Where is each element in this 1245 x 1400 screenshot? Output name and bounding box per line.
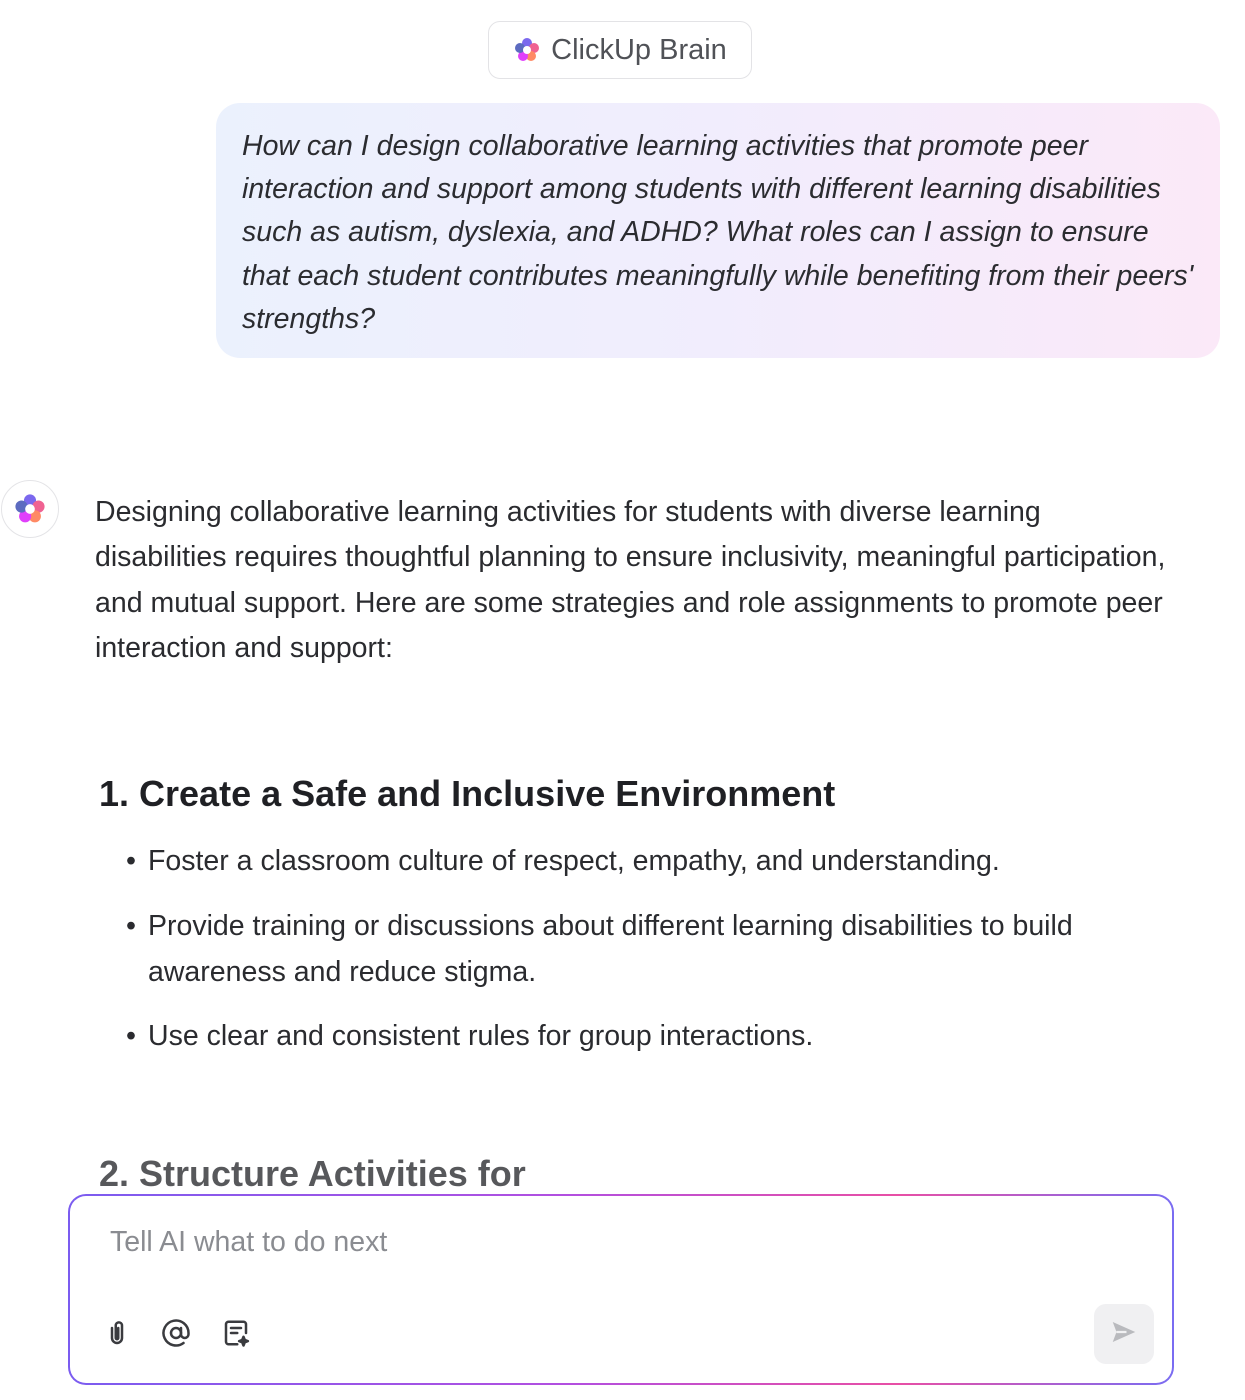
section-heading: 1. Create a Safe and Inclusive Environment <box>99 773 836 814</box>
ai-note-button[interactable] <box>219 1316 253 1350</box>
bullet-list <box>126 838 1126 1059</box>
header-pill <box>488 21 752 79</box>
ai-avatar <box>1 480 59 538</box>
list-item: • Use clear and consistent rules for group interactions. <box>126 1013 1126 1059</box>
at-mention-icon <box>161 1318 191 1348</box>
paperclip-icon <box>102 1318 132 1348</box>
composer-inner <box>70 1196 1172 1383</box>
list-item: • Foster a classroom culture of respect, empathy, and understanding. <box>126 838 1126 884</box>
next-section-heading: 2. Structure Activities for <box>99 1153 526 1194</box>
list-item: • Provide training or discussions about different learning disabilities to build awareness and reduce stigma. <box>126 903 1126 995</box>
clickup-brain-logo-icon <box>513 36 541 64</box>
attach-button[interactable] <box>100 1316 134 1350</box>
composer <box>68 1194 1174 1385</box>
ai-note-icon <box>221 1318 251 1348</box>
user-message-bubble <box>216 103 1220 358</box>
next-section-heading-clipped <box>99 1150 619 1194</box>
send-icon <box>1109 1317 1139 1352</box>
ai-response <box>95 490 1170 671</box>
send-button[interactable] <box>1094 1304 1154 1364</box>
ai-response-intro: Designing collaborative learning activities for students with diverse learning disabilities requires thoughtful planning to ensure inclusivity, meaningful participation, and mutual support. Here are some strategies and role assignments to promote peer interaction and support: <box>95 496 1166 664</box>
mention-button[interactable] <box>159 1316 193 1350</box>
user-message-text: How can I design collaborative learning activities that promote peer interaction and support among students with different learning disabilities such as autism, dyslexia, and ADHD? What roles can I assign to ensure that each student contributes meaningfully while benefiting from their peers' strengths? <box>242 130 1194 335</box>
ai-prompt-input[interactable] <box>110 1226 1010 1259</box>
clickup-brain-logo-icon <box>13 492 47 526</box>
header-title: ClickUp Brain <box>551 33 727 66</box>
